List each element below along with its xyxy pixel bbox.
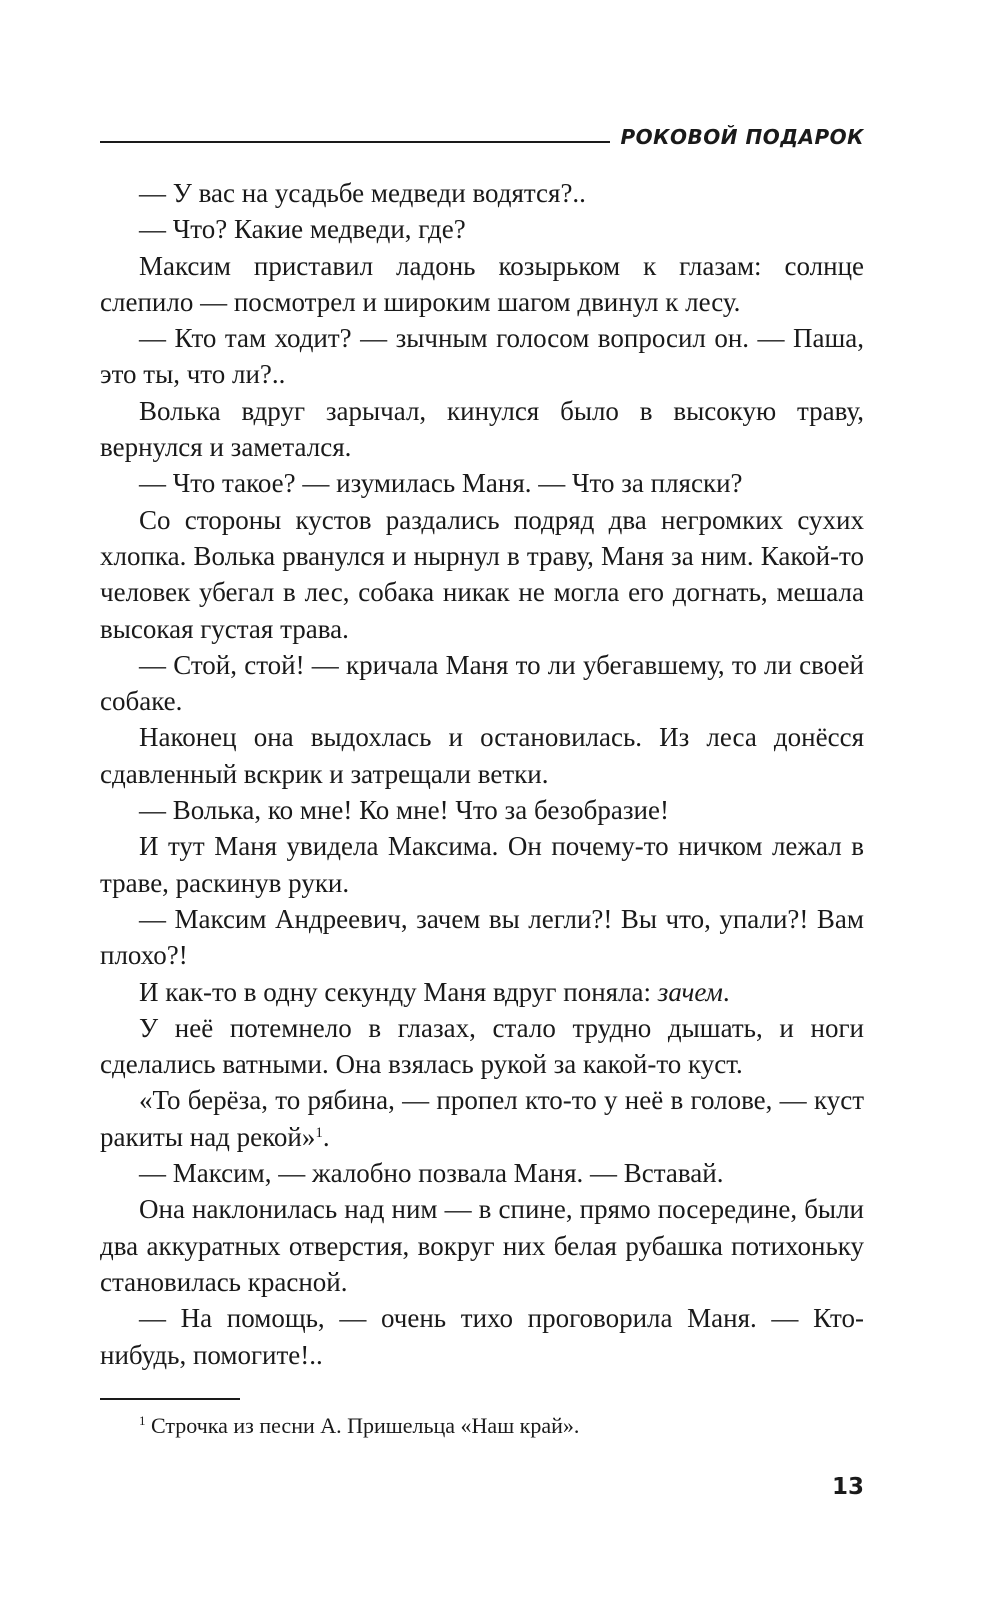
paragraph: — У вас на усадьбе медведи водятся?.. <box>139 178 586 208</box>
paragraph: — Что? Какие медведи, где? <box>139 214 466 245</box>
paragraph: — На помощь, — очень тихо проговорила Маня. — Кто-нибудь, помогите!.. <box>100 1303 864 1370</box>
body-text <box>100 175 864 1373</box>
paragraph: — Максим, — жалобно позвала Маня. — Вставай. <box>139 1158 724 1189</box>
paragraph: Волька вдруг зарычал, кинулся было в высокую траву, вернулся и заметался. <box>100 395 864 463</box>
running-title: РОКОВОЙ ПОДАРОК <box>620 125 864 149</box>
paragraph: Со стороны кустов раздались подряд два негромких сухих хлопка. Волька рванулся и нырнул в траву, Маня за ним. Какой-то человек убегал в лес, собака никак не могла его догнать, мешала высокая густая трава. <box>100 504 864 644</box>
footnote-mark: 1 <box>139 1413 146 1428</box>
footnote <box>139 1412 864 1440</box>
paragraph-text: И как-то в одну секунду Маня вдруг поняла: <box>139 976 658 1007</box>
paragraph-text: . <box>722 976 730 1007</box>
paragraph: — Стой, стой! — кричала Маня то ли убегавшему, то ли своей собаке. <box>100 649 864 717</box>
footnote-text: Строчка из песни А. Пришельца «Наш край». <box>145 1413 580 1438</box>
paragraph: Наконец она выдохлась и остановилась. Из леса донёсся сдавленный вскрик и затрещали ветки. <box>100 722 864 789</box>
paragraph-text: . <box>322 1121 330 1152</box>
footnote-reference: 1 <box>315 1124 323 1141</box>
paragraph-text: «То берёза, то рябина, — пропел кто-то у неё в голове, — куст ракиты над рекой» <box>100 1085 864 1152</box>
page-number: 13 <box>831 1474 864 1500</box>
paragraph <box>100 1082 864 1155</box>
running-head <box>100 122 864 152</box>
paragraph: Максим приставил ладонь козырьком к глазам: солнце слепило — посмотрел и широким шагом двинул к лесу. <box>100 250 864 317</box>
paragraph: И тут Маня увидела Максима. Он почему-то ничком лежал в траве, раскинув руки. <box>100 831 864 898</box>
paragraph: Она наклонилась над ним — в спине, прямо посередине, были два аккуратных отверстия, вокруг них белая рубашка потихоньку становилась красной. <box>100 1194 864 1297</box>
paragraph: — Кто там ходит? — зычным голосом вопросил он. — Паша, это ты, что ли?.. <box>100 323 864 390</box>
emphasis-text: зачем <box>657 976 723 1007</box>
paragraph <box>100 974 864 1010</box>
header-rule <box>100 141 610 143</box>
paragraph: — Максим Андреевич, зачем вы легли?! Вы что, упали?! Вам плохо?! <box>100 903 864 971</box>
footnote-rule <box>100 1398 240 1400</box>
paragraph: У неё потемнело в глазах, стало трудно дышать, и ноги сделались ватными. Она взялась рукой за какой-то куст. <box>100 1012 864 1080</box>
paragraph: — Что такое? — изумилась Маня. — Что за пляски? <box>139 468 743 499</box>
paragraph: — Волька, ко мне! Ко мне! Что за безобразие! <box>139 795 669 826</box>
